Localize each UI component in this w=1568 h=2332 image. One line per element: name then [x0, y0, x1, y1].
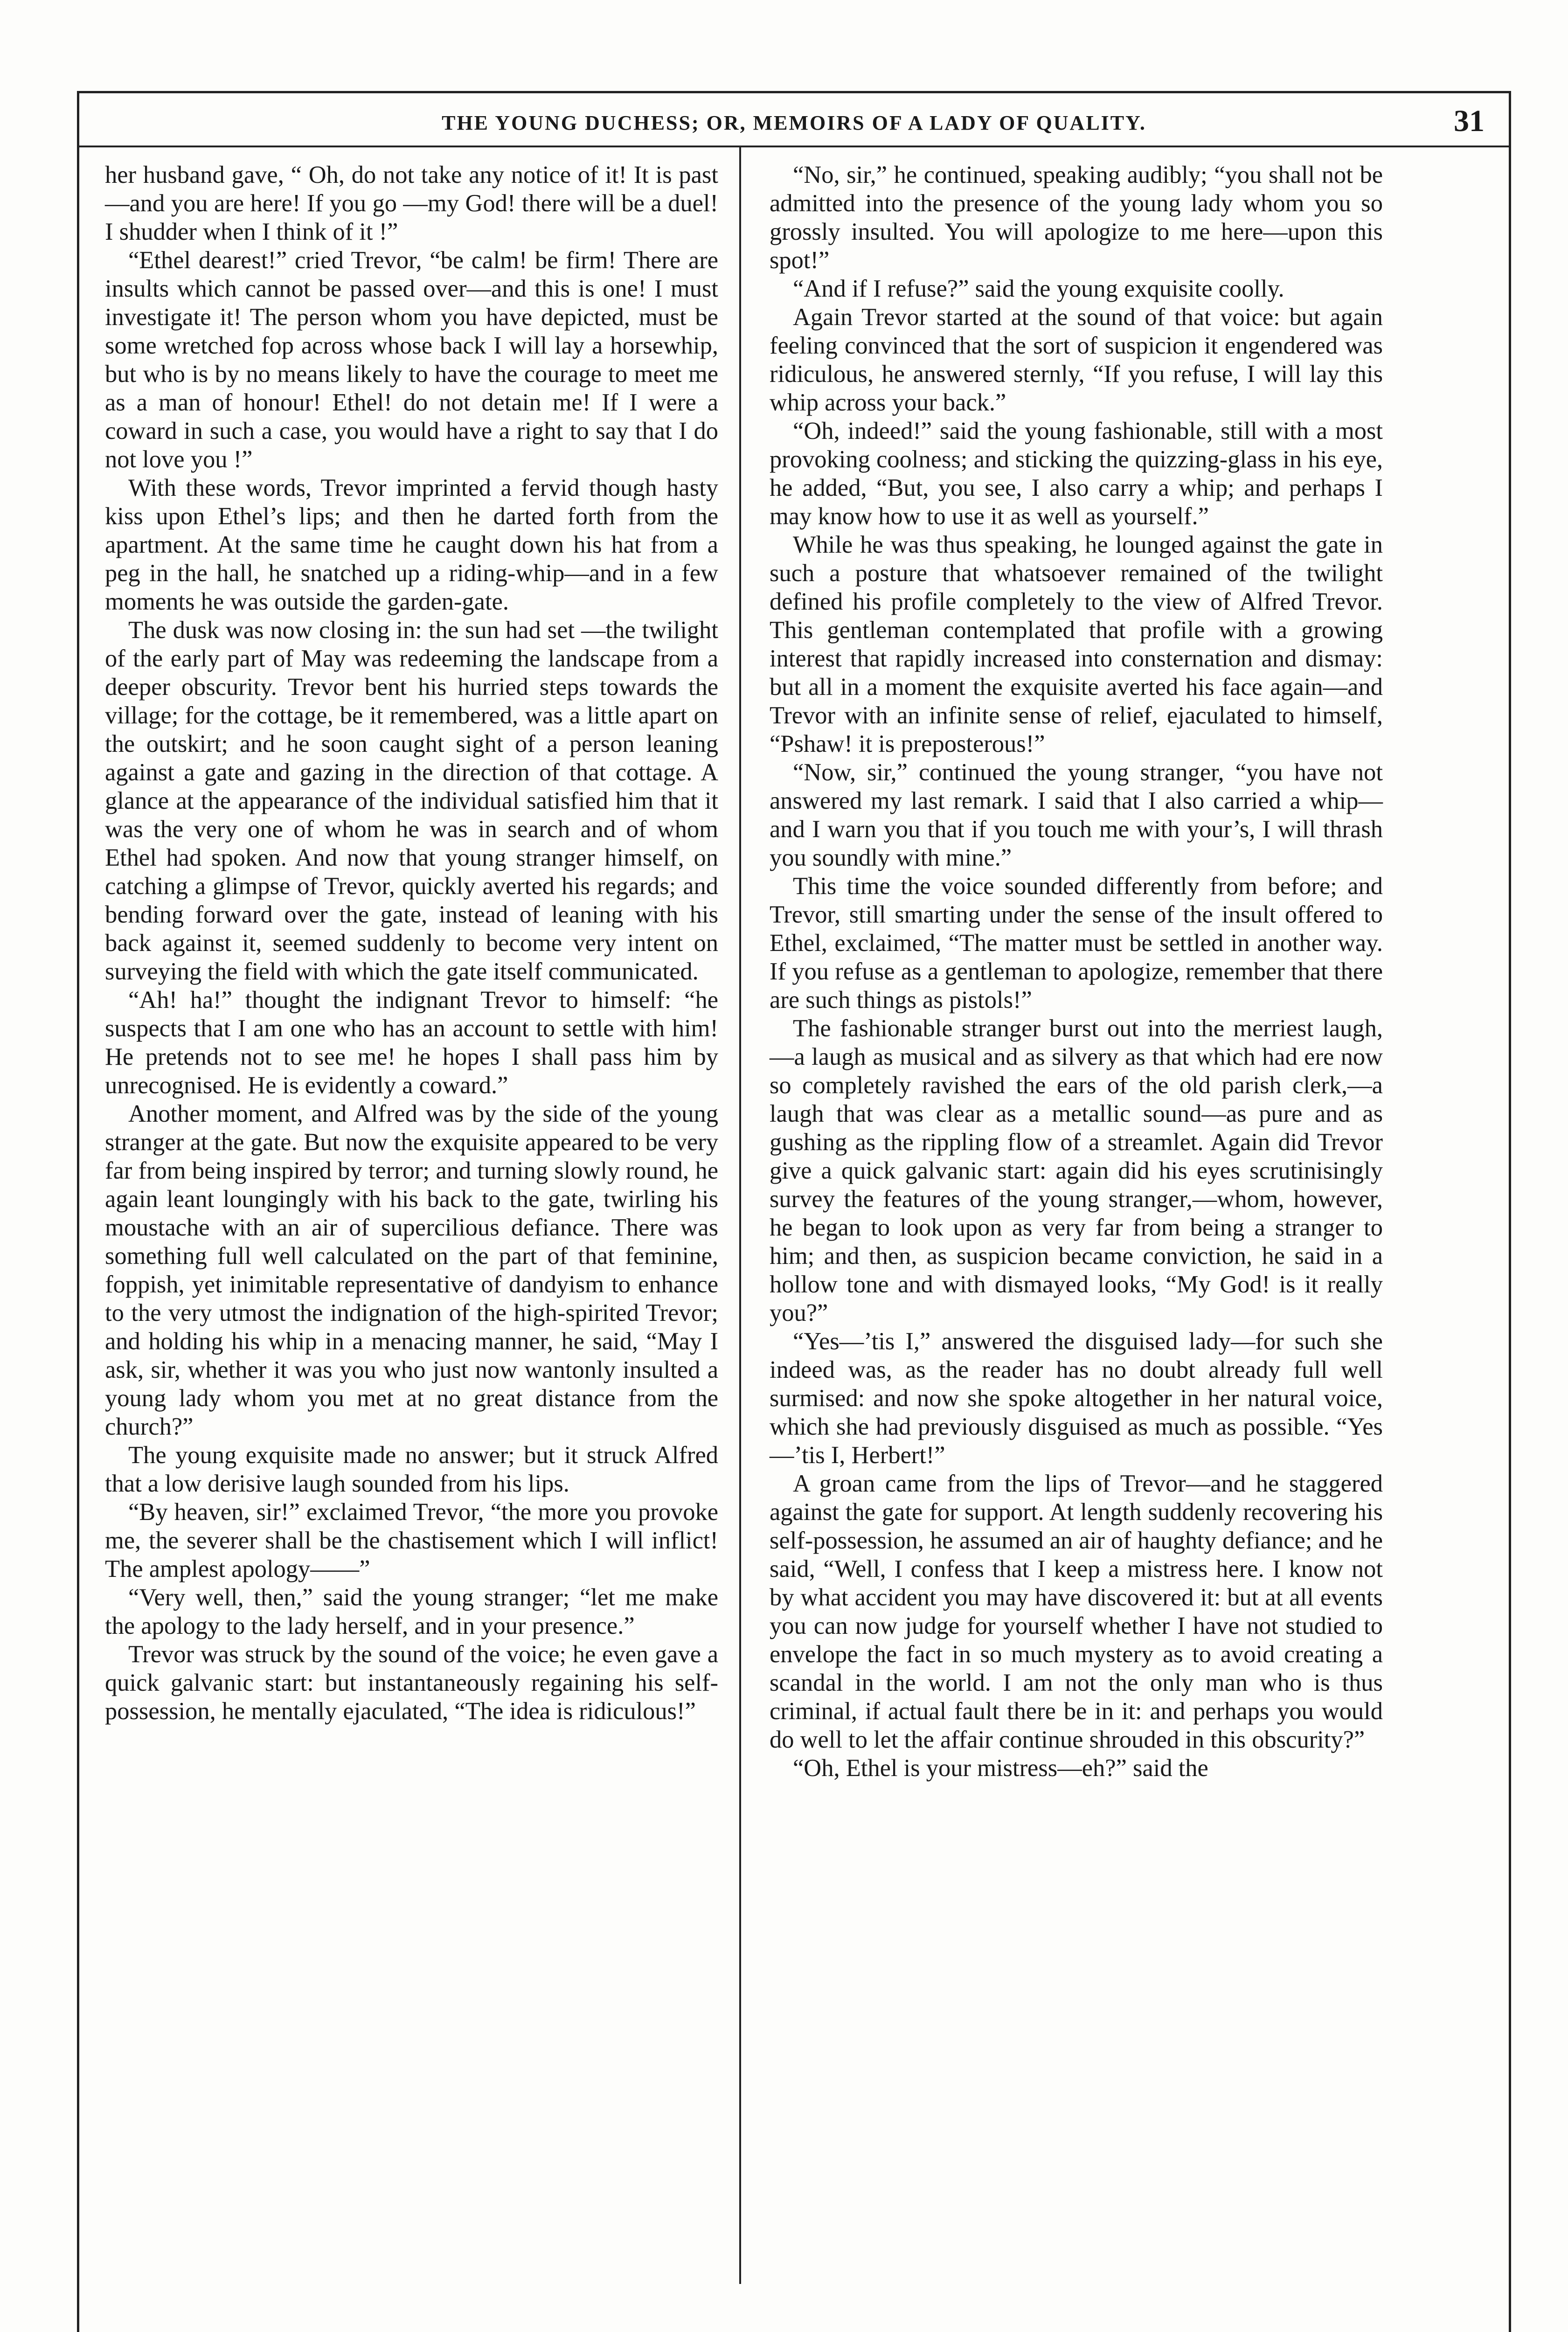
paragraph: A groan came from the lips of Trevor—and he staggered against the gate for support. At length suddenly recovering his self-possession, he assumed an air of haughty defiance; and he said, “Well, I confess that I keep a mistress here. I know not by what accident you may have discovered it: but at all events you can now judge for yourself whether I have not studied to envelope the fact in so much mystery as to avoid creating a scandal in the world. I am not the only man who is thus criminal, if actual fault there be in it: and perhaps you would do well to let the affair continue shrouded in this obscurity?”: [770, 1470, 1383, 1753]
paragraph: “Ethel dearest!” cried Trevor, “be calm! be firm! There are insults which cannot be passed over—and this is one! I must investigate it! The person whom you have depicted, must be some wretched fop across whose back I will lay a horsewhip, but who is by no means likely to have the courage to meet me as a man of honour! Ethel! do not detain me! If I were a coward in such a case, you would have a right to say that I do not love you !”: [105, 247, 718, 473]
paragraph: While he was thus speaking, he lounged against the gate in such a posture that whatsoever remained of the twilight defined his profile completely to the view of Alfred Trevor. This gentleman contemplated that profile with a growing interest that rapidly increased into consternation and dismay: but all in a moment the exquisite averted his face again—and Trevor with an infinite sense of relief, ejaculated to himself, “Pshaw! it is preposterous!”: [770, 531, 1383, 757]
paragraph: With these words, Trevor imprinted a fervid though hasty kiss upon Ethel’s lips; and then he darted forth from the apartment. At the same time he caught down his hat from a peg in the hall, he snatched up a riding-whip—and in a few moments he was outside the garden-gate.: [105, 474, 718, 615]
page-frame: [77, 91, 1511, 2332]
paragraph: “By heaven, sir!” exclaimed Trevor, “the more you provoke me, the severer shall be the chastisement which I will inflict! The amplest apology——”: [105, 1499, 718, 1582]
running-header: [79, 93, 1509, 147]
paragraph: her husband gave, “ Oh, do not take any notice of it! It is past—and you are here! If you go —my God! there will be a duel! I shudder when I think of it !”: [105, 161, 718, 245]
paragraph: “No, sir,” he continued, speaking audibly; “you shall not be admitted into the presence of the young lady whom you so grossly insulted. You will apologize to me here—upon this spot!”: [770, 161, 1383, 274]
paragraph: “Oh, indeed!” said the young fashionable, still with a most provoking coolness; and sticking the quizzing-glass in his eye, he added, “But, you see, I also carry a whip; and perhaps I may know how to use it as well as yourself.”: [770, 417, 1383, 530]
column-divider: [739, 146, 741, 2284]
paragraph: “Ah! ha!” thought the indignant Trevor to himself: “he suspects that I am one who has an account to settle with him! He pretends not to see me! he hopes I shall pass him by unrecognised. He is evidently a coward.”: [105, 986, 718, 1099]
paragraph: “Yes—’tis I,” answered the disguised lady—for such she indeed was, as the reader has no doubt already full well surmised: and now she spoke altogether in her natural voice, which she had previously disguised as much as possible. “Yes —’tis I, Herbert!”: [770, 1328, 1383, 1469]
paragraph: “Now, sir,” continued the young stranger, “you have not answered my last remark. I said that I also carried a whip—and I warn you that if you touch me with your’s, I will thrash you soundly with mine.”: [770, 759, 1383, 871]
paragraph: This time the voice sounded differently from before; and Trevor, still smarting under the sense of the insult offered to Ethel, exclaimed, “The matter must be settled in another way. If you refuse as a gentleman to apologize, remember that there are such things as pistols!”: [770, 873, 1383, 1013]
paragraph: The young exquisite made no answer; but it struck Alfred that a low derisive laugh sounded from his lips.: [105, 1442, 718, 1497]
header-title: THE YOUNG DUCHESS; OR, MEMOIRS OF A LADY OF QUALITY.: [442, 111, 1146, 134]
paragraph: “Oh, Ethel is your mistress—eh?” said the: [793, 1755, 1208, 1782]
paragraph: The fashionable stranger burst out into the merriest laugh,—a laugh as musical and as silvery as that which had ere now so completely ravished the ears of the old parish clerk,—a laugh that was clear as a metallic sound—as pure and as gushing as the rippling flow of a streamlet. Again did Trevor give a quick galvanic start: again did his eyes scrutinisingly survey the features of the young stranger,—whom, however, he began to look upon as very far from being a stranger to him; and then, as suspicion became conviction, he said in a hollow tone and with dismayed looks, “My God! is it really you?”: [770, 1015, 1383, 1326]
paragraph: Again Trevor started at the sound of that voice: but again feeling convinced that the sort of suspicion it engendered was ridiculous, he answered sternly, “If you refuse, I will lay this whip across your back.”: [770, 304, 1383, 416]
page-number: 31: [1454, 104, 1485, 138]
paragraph: Another moment, and Alfred was by the side of the young stranger at the gate. But now the exquisite appeared to be very far from being inspired by terror; and turning slowly round, he again leant loungingly with his back to the gate, twirling his moustache with an air of supercilious defiance. There was something full well calculated on the part of that feminine, foppish, yet inimitable representative of dandyism to enhance to the very utmost the indignation of the high-spirited Trevor; and holding his whip in a menacing manner, he said, “May I ask, sir, whether it was you who just now wantonly insulted a young lady whom you met at no great distance from the church?”: [105, 1100, 718, 1440]
paragraph: The dusk was now closing in: the sun had set —the twilight of the early part of May was redeeming the landscape from a deeper obscurity. Trevor bent his hurried steps towards the village; for the cottage, be it remembered, was a little apart on the outskirt; and he soon caught sight of a person leaning against a gate and gazing in the direction of that cottage. A glance at the appearance of the individual satisfied him that it was the very one of whom he was in search and of whom Ethel had spoken. And now that young stranger himself, on catching a glimpse of Trevor, quickly averted his regards; and bending forward over the gate, instead of leaning with his back against it, seemed suddenly to become very intent on surveying the field with which the gate itself communicated.: [105, 617, 718, 985]
right-column: [770, 161, 1383, 1783]
paragraph: “Very well, then,” said the young stranger; “let me make the apology to the lady herself, and in your presence.”: [105, 1584, 718, 1639]
left-column: [105, 161, 718, 1726]
paragraph: Trevor was struck by the sound of the voice; he even gave a quick galvanic start: but instantaneously regaining his self-possession, he mentally ejaculated, “The idea is ridiculous!”: [105, 1641, 718, 1725]
paragraph: “And if I refuse?” said the young exquisite coolly.: [793, 275, 1284, 302]
